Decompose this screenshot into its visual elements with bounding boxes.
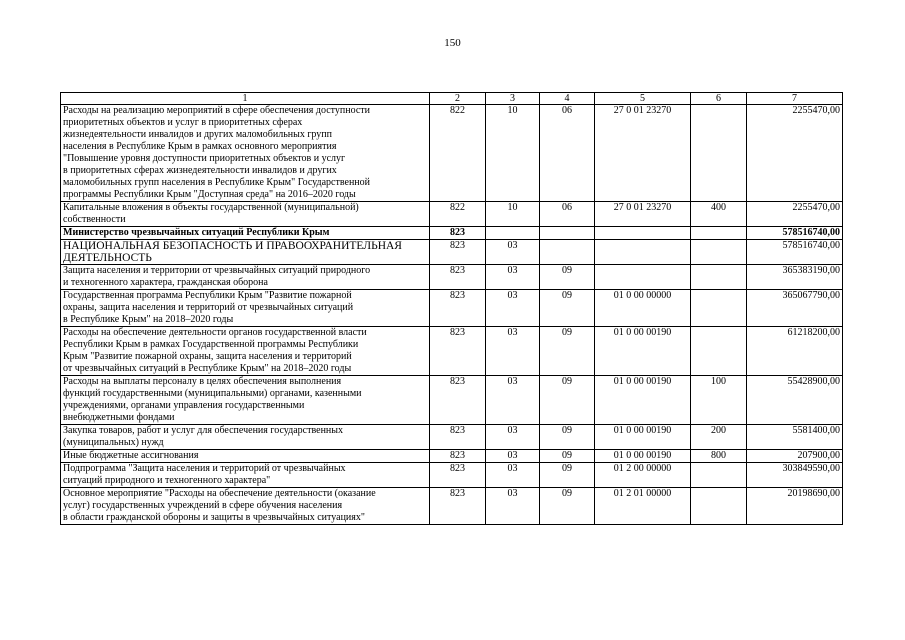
row-subsection: 09 [540,327,595,376]
row-subsection: 09 [540,425,595,450]
row-target-article: 01 2 01 00000 [595,488,691,525]
row-name: Министерство чрезвычайных ситуаций Республики Крым [61,227,430,240]
table-body [61,105,843,525]
row-ministry-code: 823 [430,450,486,463]
row-section: 10 [486,202,540,227]
row-amount: 365067790,00 [747,290,843,327]
row-subsection: 09 [540,265,595,290]
row-ministry-code: 823 [430,327,486,376]
header-col-3: 3 [486,93,540,105]
row-section [486,227,540,240]
table-row [61,240,843,265]
row-target-article: 01 0 00 00000 [595,290,691,327]
row-section: 03 [486,240,540,265]
row-subsection: 06 [540,202,595,227]
table-row [61,327,843,376]
row-ministry-code: 823 [430,290,486,327]
row-target-article: 01 0 00 00190 [595,425,691,450]
header-col-5: 5 [595,93,691,105]
row-section: 03 [486,425,540,450]
table-row [61,105,843,202]
row-amount: 207900,00 [747,450,843,463]
header-col-4: 4 [540,93,595,105]
row-name: Подпрограмма "Защита населения и территорий от чрезвычайных ситуаций природного и техногенного характера" [61,463,430,488]
row-ministry-code: 823 [430,376,486,425]
row-ministry-code: 823 [430,463,486,488]
row-expense-type [691,463,747,488]
row-ministry-code: 823 [430,227,486,240]
row-subsection: 06 [540,105,595,202]
row-name: Закупка товаров, работ и услуг для обеспечения государственных (муниципальных) нужд [61,425,430,450]
table-row [61,290,843,327]
row-amount: 61218200,00 [747,327,843,376]
row-expense-type: 800 [691,450,747,463]
row-name: НАЦИОНАЛЬНАЯ БЕЗОПАСНОСТЬ И ПРАВООХРАНИТЕЛЬНАЯ ДЕЯТЕЛЬНОСТЬ [61,240,430,265]
row-amount: 578516740,00 [747,240,843,265]
row-name: Капитальные вложения в объекты государственной (муниципальной) собственности [61,202,430,227]
row-amount: 55428900,00 [747,376,843,425]
row-section: 03 [486,327,540,376]
header-col-7: 7 [747,93,843,105]
row-subsection [540,240,595,265]
row-section: 10 [486,105,540,202]
row-expense-type [691,240,747,265]
row-expense-type [691,265,747,290]
row-name: Иные бюджетные ассигнования [61,450,430,463]
page-number: 150 [444,37,461,49]
row-subsection: 09 [540,376,595,425]
row-expense-type [691,327,747,376]
row-expense-type [691,227,747,240]
row-name: Расходы на обеспечение деятельности органов государственной власти Республики Крым в рамках Государственной программы Республики Крым "Развитие пожарной охраны, защита населения и территорий от чрезвычайных ситуаций в Республике Крым" на 2018–2020 годы [61,327,430,376]
row-ministry-code: 823 [430,488,486,525]
budget-table [60,92,843,525]
row-target-article: 27 0 01 23270 [595,105,691,202]
row-target-article: 01 2 00 00000 [595,463,691,488]
row-section: 03 [486,488,540,525]
row-ministry-code: 823 [430,265,486,290]
row-amount: 2255470,00 [747,202,843,227]
row-target-article: 27 0 01 23270 [595,202,691,227]
row-name: Основное мероприятие "Расходы на обеспечение деятельности (оказание услуг) государственных учреждений в сфере обучения населения в области гражданской обороны и защиты в чрезвычайных ситуациях" [61,488,430,525]
table-row [61,265,843,290]
row-expense-type: 400 [691,202,747,227]
row-subsection: 09 [540,463,595,488]
row-target-article [595,265,691,290]
row-subsection: 09 [540,450,595,463]
row-subsection [540,227,595,240]
row-expense-type [691,105,747,202]
row-target-article: 01 0 00 00190 [595,327,691,376]
row-section: 03 [486,376,540,425]
header-col-6: 6 [691,93,747,105]
row-target-article [595,227,691,240]
table-row [61,202,843,227]
row-expense-type: 200 [691,425,747,450]
row-name: Защита населения и территории от чрезвычайных ситуаций природного и техногенного характера, гражданская оборона [61,265,430,290]
row-section: 03 [486,450,540,463]
row-subsection: 09 [540,290,595,327]
row-name: Расходы на выплаты персоналу в целях обеспечения выполнения функций государственными (муниципальными) органами, казенными учреждениями, органами управления государственными внебюджетными фондами [61,376,430,425]
row-ministry-code: 822 [430,105,486,202]
row-section: 03 [486,265,540,290]
row-expense-type: 100 [691,376,747,425]
header-col-2: 2 [430,93,486,105]
table-row [61,425,843,450]
row-section: 03 [486,290,540,327]
row-expense-type [691,488,747,525]
row-target-article: 01 0 00 00190 [595,376,691,425]
table-row [61,376,843,425]
row-name: Расходы на реализацию мероприятий в сфере обеспечения доступности приоритетных объектов и услуг в приоритетных сферах жизнедеятельности инвалидов и других маломобильных групп населения в Республике Крым в рамках основного мероприятия "Повышение уровня доступности приоритетных объектов и услуг в приоритетных сферах жизнедеятельности инвалидов и других маломобильных групп населения в Республике Крым" Государственной программы Республики Крым "Доступная среда" на 2016–2020 годы [61,105,430,202]
table-row [61,450,843,463]
table-row [61,227,843,240]
row-target-article [595,240,691,265]
header-col-1: 1 [61,93,430,105]
row-ministry-code: 822 [430,202,486,227]
row-subsection: 09 [540,488,595,525]
row-target-article: 01 0 00 00190 [595,450,691,463]
row-amount: 578516740,00 [747,227,843,240]
row-expense-type [691,290,747,327]
row-ministry-code: 823 [430,425,486,450]
table-row [61,463,843,488]
row-amount: 303849590,00 [747,463,843,488]
row-section: 03 [486,463,540,488]
row-name: Государственная программа Республики Крым "Развитие пожарной охраны, защита населения и территорий от чрезвычайных ситуаций в Республике Крым" на 2018–2020 годы [61,290,430,327]
row-amount: 5581400,00 [747,425,843,450]
row-amount: 365383190,00 [747,265,843,290]
row-amount: 20198690,00 [747,488,843,525]
row-ministry-code: 823 [430,240,486,265]
table-row [61,488,843,525]
header-row [61,93,843,105]
row-amount: 2255470,00 [747,105,843,202]
